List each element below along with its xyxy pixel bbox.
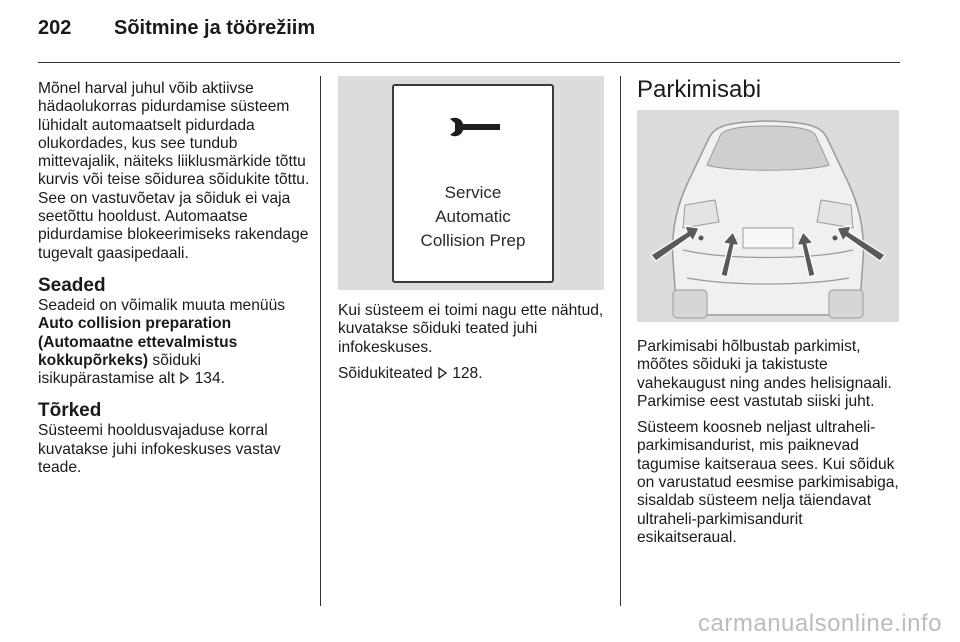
settings-text: Seadeid on võimalik muuta menüüs [38,296,286,314]
column-3 [637,338,905,555]
page-reference-icon [437,367,448,379]
page-number: 202 [38,17,72,39]
settings-text-after: sõiduki isikupärastamise alt [38,351,201,388]
column-2 [338,302,604,391]
car-rear-illustration [637,110,899,322]
service-message-text [394,181,552,253]
paragraph-vehicle-messages [338,365,604,383]
rear-bumper-sensors-figure [637,110,899,322]
service-line-3: Collision Prep [420,231,526,250]
settings-menu-name: Auto collision preparation (Automaatne ettevalmistus kokkupõrkeks) [38,315,238,369]
heading-settings: Seaded [38,274,106,296]
paragraph-settings [38,297,310,388]
paragraph-parking-intro: Parkimisabi hõlbustab parkimist, mõõtes sõiduki ja takistuste vahekaugust ning andes helisignaali. Parkimise eest vastutab siiski juht. [637,338,892,410]
info-display-panel [392,84,554,283]
paragraph-parking-sensors: Süsteem koosneb neljast ultraheli-parkimisandurist, mis paiknevad tagumise kaitseraua sees. Kui sõiduk on varustatud eesmise parkimisabiga, sisaldab süsteem nelja täiendavat ultraheli-parkimisandurit esikaitseraual. [637,419,899,546]
page-reference-icon [179,372,190,384]
header-divider [38,62,900,63]
watermark: carmanualsonline.info [698,610,942,637]
service-message-figure [338,76,604,290]
column-divider-2 [620,76,621,606]
service-line-1: Service [444,183,502,202]
paragraph-false-braking: Mõnel harval juhul võib aktiivse hädaolukorras pidurdamise süsteem lühidalt automaatselt pidurdada olukordades, kus see tundub mittevajalik, näiteks liiklusmärkide tõttu kurvis või teise sõidurea sõidukite tõttu. See on vastuvõetav ja sõiduk ei vaja seetõttu hooldust. Automaatse pidurdamise blokeerimiseks rakendage tugevalt gaasipedaali. [38,80,310,262]
section-title-parking-assist: Parkimisabi [637,76,762,103]
vehicle-messages-page-ref[interactable]: 128. [452,364,483,382]
settings-page-ref[interactable]: 134. [194,370,225,388]
wrench-icon [446,116,502,138]
paragraph-faults: Süsteemi hooldusvajaduse korral kuvatakse juhi infokeskuses vastav teade. [38,422,281,477]
chapter-title: Sõitmine ja töörežiim [114,17,316,39]
column-divider-1 [320,76,321,606]
vehicle-messages-text: Sõidukiteated [338,364,433,382]
heading-faults: Tõrked [38,400,102,422]
service-line-2: Automatic [435,207,511,226]
column-1 [38,80,310,485]
paragraph-malfunction: Kui süsteem ei toimi nagu ette nähtud, kuvatakse sõiduki teated juhi infokeskuses. [338,302,604,356]
